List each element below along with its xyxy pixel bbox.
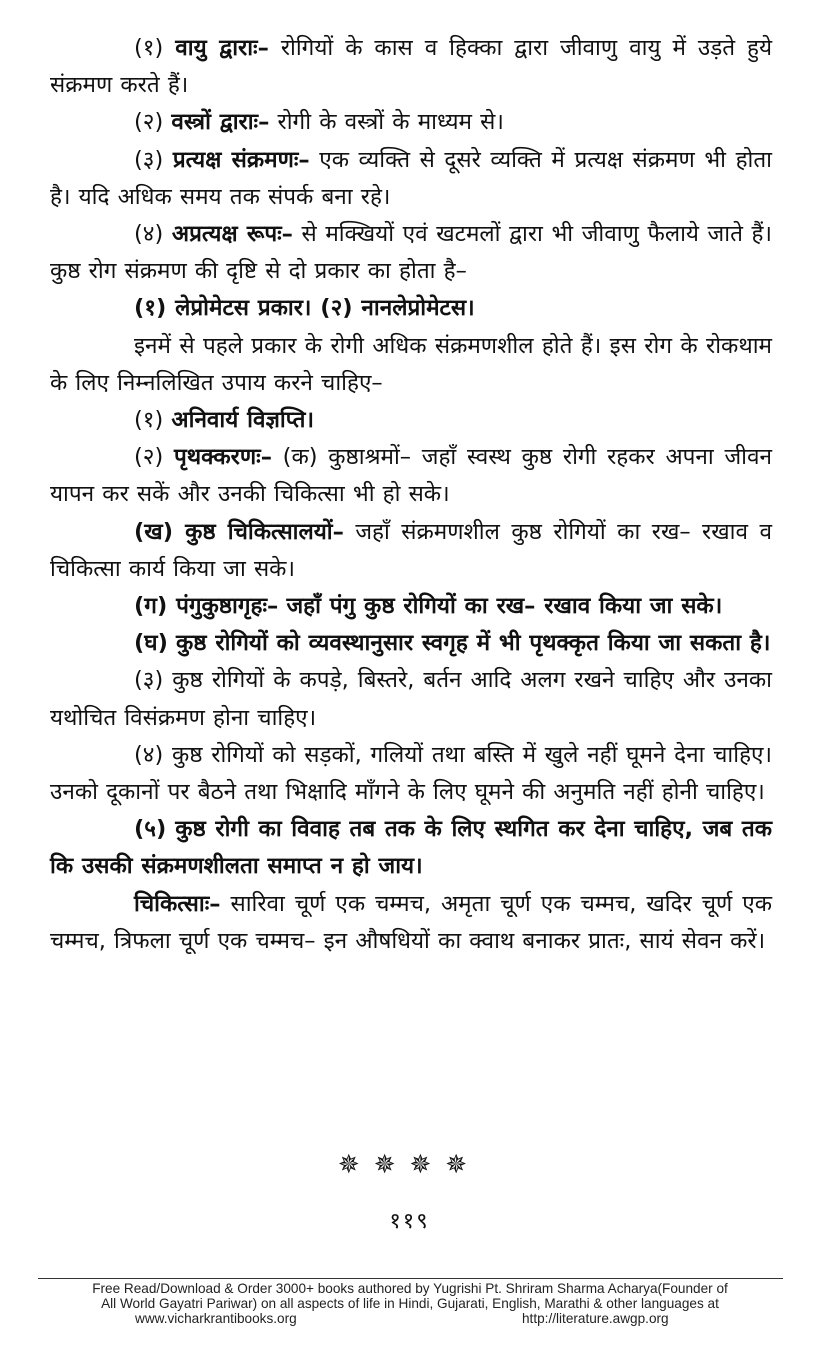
item-number: (३)	[134, 146, 164, 173]
paragraph-leprosy-types	[50, 290, 772, 327]
paragraph-disabled-homes	[50, 588, 772, 625]
item-text: से मक्खियों एवं खटमलों द्वारा भी जीवाणु फैलाये जाते हैं। कुष्ठ रोग संक्रमण की दृष्टि से दो प्रकार का होता है–	[50, 221, 772, 285]
paragraph-leprosy-hospitals	[50, 514, 772, 588]
footer-link-vicharkranti[interactable]: www.vicharkrantibooks.org	[135, 1311, 297, 1326]
item-text: कुष्ठ रोगियों को व्यवस्थानुसार स्वगृह में भी पृथक्कृत किया जा सकता है।	[176, 630, 771, 657]
item-number: (२)	[134, 109, 164, 136]
paragraph-home-isolation	[50, 625, 772, 662]
item-heading: अप्रत्यक्ष रूपः–	[171, 221, 293, 248]
item-number: (३)	[134, 667, 164, 694]
item-text: (क) कुष्ठाश्रमों– जहाँ स्वस्थ कुष्ठ रोगी रहकर अपना जीवन यापन कर सकें और उनकी चिकित्सा भी हो सके।	[50, 444, 772, 508]
item-text: जहाँ संक्रमणशील कुष्ठ रोगियों का रख– रखाव व चिकित्सा कार्य किया जा सके।	[50, 518, 772, 582]
item-number: (५)	[134, 816, 167, 843]
footer-link-awgp[interactable]: http://literature.awgp.org	[522, 1311, 669, 1326]
item-text: कुष्ठ रोगी का विवाह तब तक के लिए स्थगित कर देना चाहिए, जब तक कि उसकी संक्रमणशीलता समाप्त न हो जाय।	[50, 816, 772, 880]
paragraph-clothes-separation	[50, 662, 772, 736]
item-heading: वायु द्वाराः–	[175, 35, 269, 61]
footer-line-2: All World Gayatri Pariwar) on all aspects of life in Hindi, Gujarati, English, Marathi & other languages at	[101, 1296, 719, 1311]
item-heading: चिकित्साः–	[134, 890, 221, 917]
item-text: कुष्ठ रोगियों को सड़कों, गलियों तथा बस्ति में खुले नहीं घूमने देना चाहिए। उनको दूकानों पर बैठने तथा भिक्षादि माँगने के लिए घूमने की अनुमति नहीं होनी चाहिए।	[50, 741, 772, 806]
item-text: रोगी के वस्त्रों के माध्यम से।	[277, 109, 504, 136]
item-text: इनमें से पहले प्रकार के रोगी अधिक संक्रमणशील होते हैं। इस रोग के रोकथाम के लिए निम्नलिखित उपाय करने चाहिए–	[50, 332, 772, 396]
item-number: (४)	[134, 221, 164, 248]
item-number: (२)	[134, 444, 164, 471]
item-heading: कुष्ठ चिकित्सालयों–	[185, 518, 344, 545]
ornament-divider: ✵✵✵✵	[337, 1150, 482, 1180]
item-number: (४)	[134, 741, 164, 768]
item-number: (१)	[134, 35, 164, 61]
paragraph-clothes-transmission	[50, 104, 772, 141]
item-number: (१)	[134, 407, 164, 434]
item-text: सारिवा चूर्ण एक चम्मच, अमृता चूर्ण एक चम्मच, खदिर चूर्ण एक चम्मच, त्रिफला चूर्ण एक चम्मच– इन औषधियों का क्वाथ बनाकर प्रातः, सायं सेवन करें।	[50, 890, 772, 954]
item-heading: प्रत्यक्ष संक्रमणः–	[172, 146, 310, 173]
paragraph-direct-transmission	[50, 142, 772, 216]
paragraph-public-movement	[50, 737, 772, 811]
item-text: कुष्ठ रोगियों के कपड़े, बिस्तरे, बर्तन आदि अलग रखने चाहिए और उनका यथोचित विसंक्रमण होना चाहिए।	[50, 667, 772, 731]
item-number: (ग)	[134, 593, 168, 620]
paragraph-indirect-transmission	[50, 216, 772, 290]
footer-divider	[38, 1278, 783, 1279]
item-heading: पृथक्करणः–	[173, 444, 272, 471]
item-heading: अनिवार्य विज्ञप्ति।	[171, 407, 315, 434]
paragraph-notification	[50, 402, 772, 439]
item-text: रोगियों के कास व हिक्का द्वारा जीवाणु वायु में उड़ते हुये संक्रमण करते हैं।	[50, 35, 773, 99]
footer	[40, 1281, 780, 1326]
body-text	[50, 30, 772, 960]
item-number: (ख)	[134, 518, 173, 545]
item-text: जहाँ पंगु कुष्ठ रोगियों का रख– रखाव किया जा सके।	[286, 593, 723, 620]
item-heading: (१) लेप्रोमेटस प्रकार। (२) नानलेप्रोमेटस।	[134, 295, 475, 322]
footer-links	[40, 1311, 780, 1326]
item-heading: वस्त्रों द्वाराः–	[171, 109, 270, 136]
footer-line-1: Free Read/Download & Order 3000+ books authored by Yugrishi Pt. Shriram Sharma Acharya(Founder of	[92, 1281, 728, 1296]
paragraph-prevention-intro	[50, 328, 772, 402]
item-text: एक व्यक्ति से दूसरे व्यक्ति में प्रत्यक्ष संक्रमण भी होता है। यदि अधिक समय तक संपर्क बना रहे।	[50, 146, 773, 210]
paragraph-air-transmission	[50, 30, 772, 104]
item-number: (घ)	[134, 630, 168, 657]
paragraph-isolation	[50, 439, 772, 513]
page-number: ११९	[389, 1209, 430, 1234]
item-heading: पंगुकुष्ठागृहः–	[176, 593, 279, 620]
paragraph-marriage	[50, 811, 772, 885]
paragraph-treatment	[50, 886, 772, 960]
